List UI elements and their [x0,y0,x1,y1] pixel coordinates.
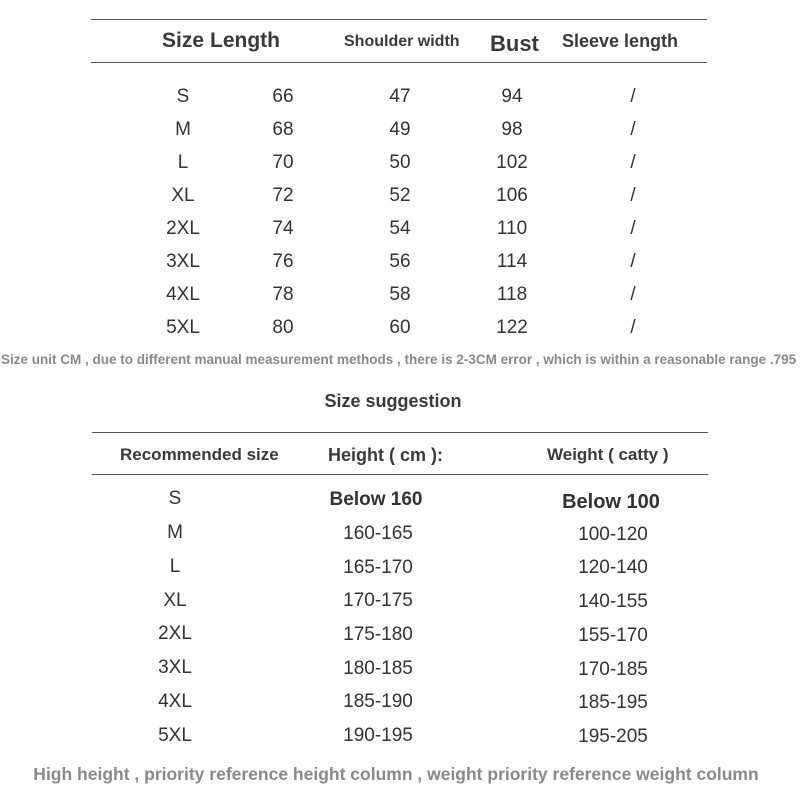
cell-size: S [176,86,190,107]
cell-size: 2XL [158,623,192,644]
cell-bust: 110 [496,218,528,239]
cell-sleeve: / [630,152,636,173]
cell-shoulder: 49 [389,119,411,140]
cell-weight: 185-195 [578,692,648,713]
cell-bust: 98 [501,119,523,140]
cell-weight: 120-140 [578,557,648,578]
cell-size: M [175,119,191,140]
header-length: Length [210,29,280,52]
cell-length: 76 [272,251,294,272]
cell-weight: 100-120 [578,524,648,545]
cell-length: 72 [272,185,294,206]
cell-size: M [167,522,183,543]
suggestion-header-rule [92,474,708,475]
cell-length: 70 [272,152,294,173]
suggestion-title: Size suggestion [324,391,462,411]
size-chart-top-rule [91,19,707,20]
cell-bust: 118 [496,284,528,305]
measurement-note: Size unit CM , due to different manual measurement methods , there is 2-3CM error , which is within a reasonable range .795 [1,352,797,367]
header-bust: Bust [490,31,539,56]
cell-height: 160-165 [343,523,413,544]
cell-weight: 155-170 [578,625,648,646]
cell-sleeve: / [630,218,636,239]
header-height: Height ( cm ): [328,445,443,465]
cell-size: 2XL [166,218,200,239]
cell-size: XL [171,185,195,206]
cell-weight: 170-185 [578,659,648,680]
cell-length: 80 [272,317,294,338]
cell-length: 78 [272,284,294,305]
cell-weight: 140-155 [578,591,648,612]
cell-shoulder: 52 [389,185,411,206]
cell-size: 5XL [158,725,192,746]
cell-size: 4XL [166,284,200,305]
cell-height: 190-195 [343,725,413,746]
cell-sleeve: / [630,86,636,107]
cell-bust: 94 [501,86,523,107]
cell-height: 185-190 [343,691,413,712]
header-weight: Weight ( catty ) [547,445,669,464]
cell-shoulder: 47 [389,86,411,107]
cell-length: 74 [272,218,294,239]
header-size: Size [162,29,205,52]
cell-bust: 114 [496,251,528,272]
cell-sleeve: / [630,119,636,140]
cell-height: 170-175 [343,590,413,611]
suggestion-top-rule [92,432,708,433]
cell-height: Below 160 [329,489,423,510]
cell-size: 3XL [158,657,192,678]
cell-sleeve: / [630,251,636,272]
header-sleeve-length: Sleeve length [562,31,679,51]
reference-note: High height , priority reference height column , weight priority reference weight column [33,764,759,784]
cell-shoulder: 54 [389,218,411,239]
cell-shoulder: 56 [389,251,411,272]
size-chart-header-rule [91,62,707,63]
cell-height: 175-180 [343,624,413,645]
cell-length: 66 [272,86,294,107]
cell-size: XL [163,590,187,611]
cell-size: L [169,556,181,577]
cell-shoulder: 58 [389,284,411,305]
cell-sleeve: / [630,317,636,338]
cell-height: 180-185 [343,658,413,679]
cell-shoulder: 50 [389,152,411,173]
cell-length: 68 [272,119,294,140]
cell-weight: Below 100 [562,491,660,513]
cell-size: 3XL [166,251,200,272]
cell-sleeve: / [630,284,636,305]
cell-weight: 195-205 [578,726,648,747]
cell-sleeve: / [630,185,636,206]
cell-size: 4XL [158,691,192,712]
cell-bust: 102 [496,152,528,173]
cell-height: 165-170 [343,557,413,578]
cell-size: L [177,152,189,173]
header-recommended-size: Recommended size [120,445,279,464]
cell-bust: 106 [496,185,528,206]
header-shoulder-width: Shoulder width [344,33,460,50]
cell-shoulder: 60 [389,317,411,338]
cell-bust: 122 [496,317,528,338]
cell-size: S [168,488,182,509]
cell-size: 5XL [166,317,200,338]
